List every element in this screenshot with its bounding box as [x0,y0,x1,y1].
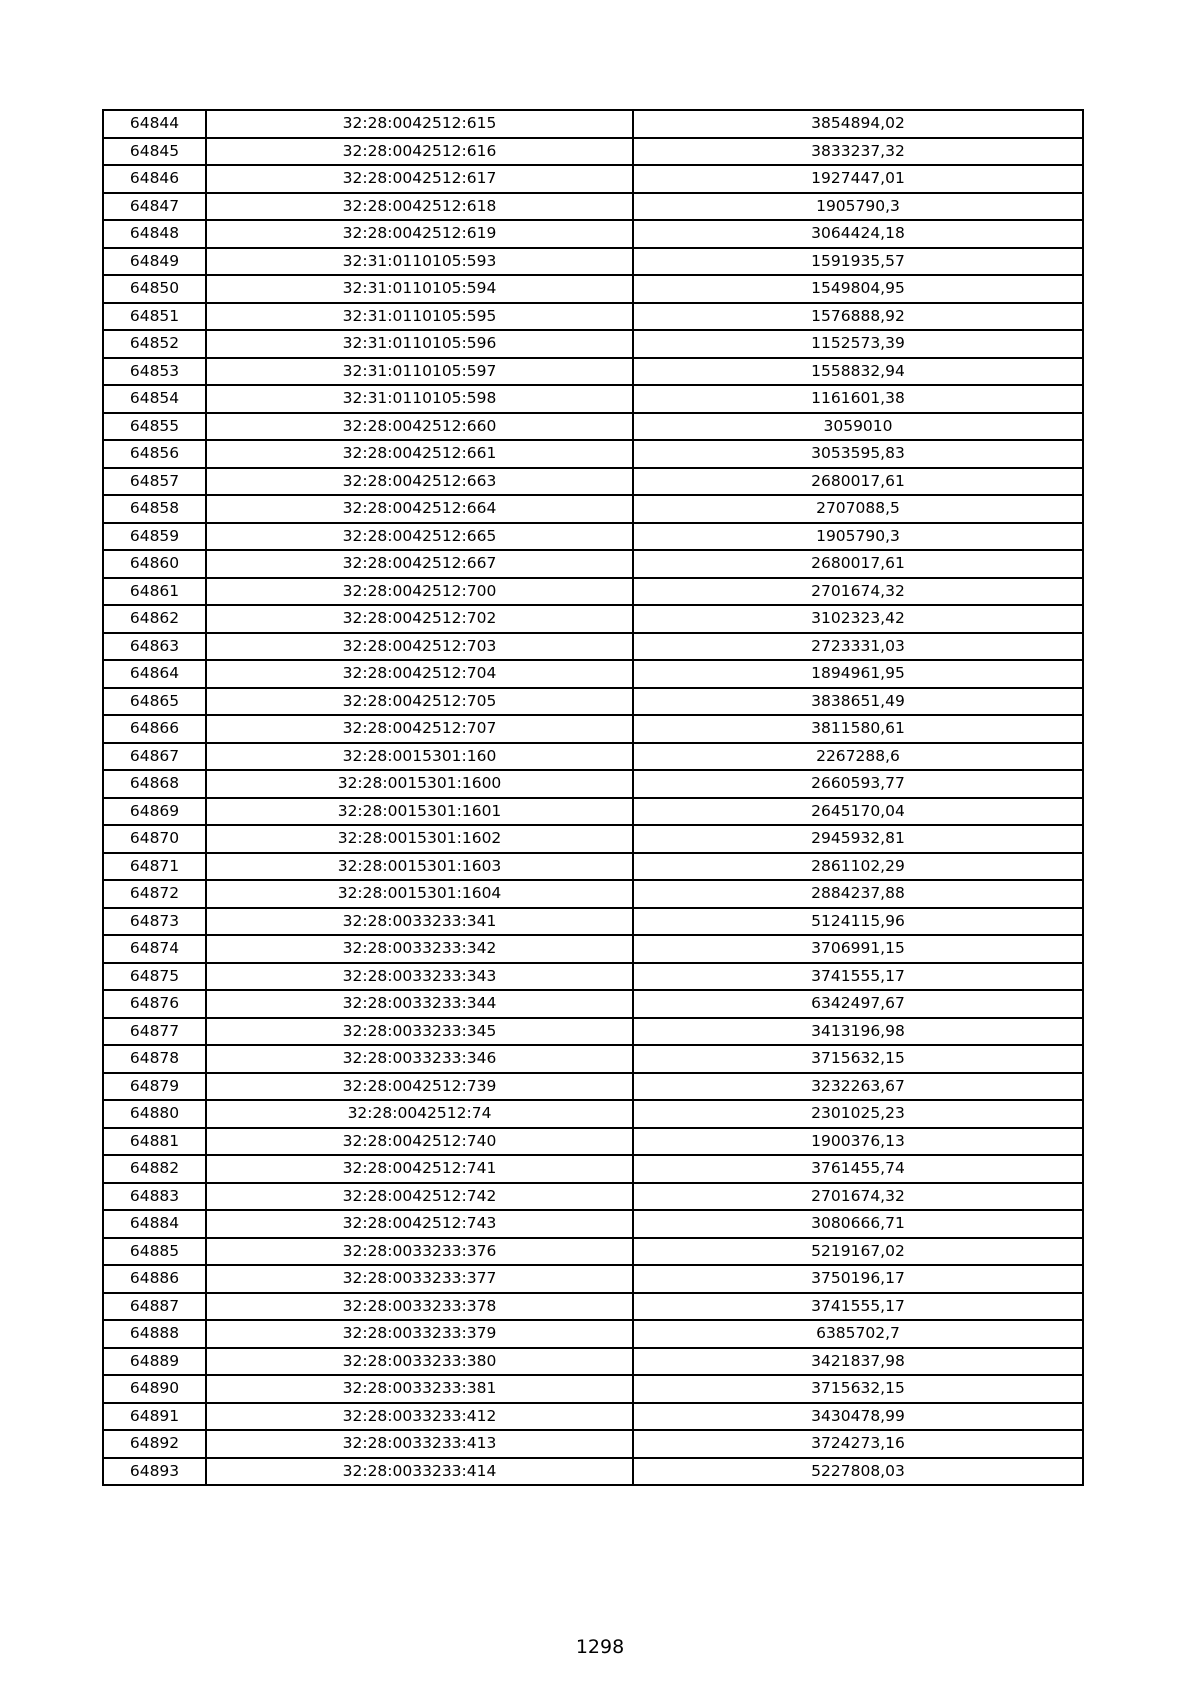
cadastral-value-cell: 3750196,17 [633,1265,1083,1293]
cadastral-value-table [102,109,1084,1486]
table-row [103,990,1083,1018]
table-row [103,853,1083,881]
cadastral-number-cell: 32:28:0042512:616 [206,138,633,166]
row-number-cell: 64865 [103,688,206,716]
cadastral-value-cell: 3413196,98 [633,1018,1083,1046]
page-number: 1298 [575,1636,625,1658]
table-row [103,1375,1083,1403]
row-number-cell: 64866 [103,715,206,743]
row-number-cell: 64884 [103,1210,206,1238]
cadastral-number-cell: 32:28:0042512:743 [206,1210,633,1238]
row-number-cell: 64854 [103,385,206,413]
table-row [103,605,1083,633]
cadastral-value-cell: 1927447,01 [633,165,1083,193]
cadastral-number-cell: 32:28:0042512:667 [206,550,633,578]
row-number-cell: 64891 [103,1403,206,1431]
cadastral-value-cell: 3838651,49 [633,688,1083,716]
row-number-cell: 64871 [103,853,206,881]
cadastral-value-cell: 3741555,17 [633,963,1083,991]
row-number-cell: 64890 [103,1375,206,1403]
cadastral-value-cell: 1558832,94 [633,358,1083,386]
table-row [103,825,1083,853]
cadastral-value-cell: 3102323,42 [633,605,1083,633]
row-number-cell: 64857 [103,468,206,496]
table-row [103,248,1083,276]
cadastral-number-cell: 32:28:0042512:660 [206,413,633,441]
table-row [103,1045,1083,1073]
table-body [103,110,1083,1485]
row-number-cell: 64883 [103,1183,206,1211]
cadastral-number-cell: 32:28:0042512:739 [206,1073,633,1101]
cadastral-value-cell: 6385702,7 [633,1320,1083,1348]
table-row [103,963,1083,991]
cadastral-value-cell: 3715632,15 [633,1045,1083,1073]
cadastral-value-cell: 2945932,81 [633,825,1083,853]
cadastral-number-cell: 32:28:0042512:704 [206,660,633,688]
row-number-cell: 64870 [103,825,206,853]
table-row [103,798,1083,826]
cadastral-number-cell: 32:28:0042512:742 [206,1183,633,1211]
table-row [103,1128,1083,1156]
cadastral-number-cell: 32:31:0110105:593 [206,248,633,276]
cadastral-value-cell: 1161601,38 [633,385,1083,413]
table-row [103,743,1083,771]
cadastral-value-cell: 1900376,13 [633,1128,1083,1156]
table-row [103,303,1083,331]
table-row [103,468,1083,496]
row-number-cell: 64882 [103,1155,206,1183]
cadastral-value-cell: 2707088,5 [633,495,1083,523]
cadastral-number-cell: 32:28:0042512:664 [206,495,633,523]
cadastral-number-cell: 32:28:0033233:377 [206,1265,633,1293]
row-number-cell: 64863 [103,633,206,661]
table-row [103,688,1083,716]
table-row [103,1320,1083,1348]
row-number-cell: 64881 [103,1128,206,1156]
table-row [103,413,1083,441]
table-row [103,1348,1083,1376]
cadastral-value-cell: 3741555,17 [633,1293,1083,1321]
cadastral-number-cell: 32:31:0110105:595 [206,303,633,331]
cadastral-number-cell: 32:28:0042512:617 [206,165,633,193]
cadastral-number-cell: 32:31:0110105:598 [206,385,633,413]
cadastral-number-cell: 32:28:0042512:740 [206,1128,633,1156]
cadastral-number-cell: 32:28:0042512:618 [206,193,633,221]
row-number-cell: 64876 [103,990,206,1018]
table-row [103,220,1083,248]
row-number-cell: 64849 [103,248,206,276]
row-number-cell: 64855 [103,413,206,441]
table-row [103,495,1083,523]
row-number-cell: 64877 [103,1018,206,1046]
cadastral-number-cell: 32:28:0033233:343 [206,963,633,991]
cadastral-value-cell: 2701674,32 [633,1183,1083,1211]
row-number-cell: 64875 [103,963,206,991]
cadastral-number-cell: 32:28:0042512:661 [206,440,633,468]
cadastral-value-cell: 2645170,04 [633,798,1083,826]
table-row [103,880,1083,908]
row-number-cell: 64847 [103,193,206,221]
cadastral-value-cell: 2267288,6 [633,743,1083,771]
cadastral-value-cell: 3724273,16 [633,1430,1083,1458]
cadastral-value-cell: 3421837,98 [633,1348,1083,1376]
row-number-cell: 64864 [103,660,206,688]
cadastral-number-cell: 32:28:0042512:619 [206,220,633,248]
cadastral-value-cell: 2861102,29 [633,853,1083,881]
table-row [103,523,1083,551]
cadastral-value-cell: 1894961,95 [633,660,1083,688]
cadastral-number-cell: 32:28:0042512:700 [206,578,633,606]
cadastral-value-cell: 5227808,03 [633,1458,1083,1486]
table-row [103,1430,1083,1458]
cadastral-number-cell: 32:28:0015301:1601 [206,798,633,826]
table-row [103,1210,1083,1238]
cadastral-number-cell: 32:28:0033233:412 [206,1403,633,1431]
cadastral-value-cell: 2660593,77 [633,770,1083,798]
table-row [103,1073,1083,1101]
cadastral-value-cell: 2680017,61 [633,550,1083,578]
table-row [103,138,1083,166]
table-row [103,358,1083,386]
cadastral-number-cell: 32:28:0033233:341 [206,908,633,936]
cadastral-value-cell: 2884237,88 [633,880,1083,908]
table-row [103,110,1083,138]
cadastral-number-cell: 32:28:0033233:345 [206,1018,633,1046]
cadastral-value-cell: 3080666,71 [633,1210,1083,1238]
table-row [103,578,1083,606]
row-number-cell: 64845 [103,138,206,166]
row-number-cell: 64888 [103,1320,206,1348]
row-number-cell: 64856 [103,440,206,468]
cadastral-value-cell: 3854894,02 [633,110,1083,138]
cadastral-value-cell: 3064424,18 [633,220,1083,248]
cadastral-number-cell: 32:28:0042512:665 [206,523,633,551]
table-row [103,770,1083,798]
cadastral-value-cell: 1576888,92 [633,303,1083,331]
row-number-cell: 64886 [103,1265,206,1293]
row-number-cell: 64859 [103,523,206,551]
row-number-cell: 64892 [103,1430,206,1458]
cadastral-number-cell: 32:28:0015301:1604 [206,880,633,908]
cadastral-value-cell: 3811580,61 [633,715,1083,743]
cadastral-number-cell: 32:28:0042512:707 [206,715,633,743]
cadastral-number-cell: 32:28:0033233:414 [206,1458,633,1486]
cadastral-value-cell: 3761455,74 [633,1155,1083,1183]
row-number-cell: 64879 [103,1073,206,1101]
cadastral-value-cell: 1905790,3 [633,523,1083,551]
cadastral-value-cell: 3833237,32 [633,138,1083,166]
cadastral-number-cell: 32:28:0033233:378 [206,1293,633,1321]
cadastral-value-cell: 5219167,02 [633,1238,1083,1266]
row-number-cell: 64851 [103,303,206,331]
cadastral-number-cell: 32:28:0033233:344 [206,990,633,1018]
table-row [103,715,1083,743]
table-row [103,1018,1083,1046]
cadastral-value-cell: 2701674,32 [633,578,1083,606]
row-number-cell: 64869 [103,798,206,826]
cadastral-value-cell: 2680017,61 [633,468,1083,496]
row-number-cell: 64885 [103,1238,206,1266]
cadastral-value-cell: 1549804,95 [633,275,1083,303]
table-row [103,440,1083,468]
table-row [103,1458,1083,1486]
row-number-cell: 64874 [103,935,206,963]
row-number-cell: 64862 [103,605,206,633]
row-number-cell: 64853 [103,358,206,386]
cadastral-number-cell: 32:28:0033233:342 [206,935,633,963]
cadastral-value-cell: 5124115,96 [633,908,1083,936]
row-number-cell: 64848 [103,220,206,248]
row-number-cell: 64867 [103,743,206,771]
table-row [103,935,1083,963]
row-number-cell: 64893 [103,1458,206,1486]
table-row [103,1293,1083,1321]
cadastral-number-cell: 32:31:0110105:597 [206,358,633,386]
cadastral-value-cell: 1905790,3 [633,193,1083,221]
table-row [103,633,1083,661]
cadastral-number-cell: 32:28:0042512:702 [206,605,633,633]
row-number-cell: 64878 [103,1045,206,1073]
table-row [103,193,1083,221]
row-number-cell: 64860 [103,550,206,578]
cadastral-number-cell: 32:28:0015301:1600 [206,770,633,798]
cadastral-number-cell: 32:28:0042512:74 [206,1100,633,1128]
row-number-cell: 64880 [103,1100,206,1128]
cadastral-number-cell: 32:28:0042512:663 [206,468,633,496]
cadastral-value-cell: 3715632,15 [633,1375,1083,1403]
cadastral-value-cell: 6342497,67 [633,990,1083,1018]
cadastral-value-cell: 3430478,99 [633,1403,1083,1431]
row-number-cell: 64844 [103,110,206,138]
cadastral-number-cell: 32:28:0033233:346 [206,1045,633,1073]
row-number-cell: 64887 [103,1293,206,1321]
table-row [103,660,1083,688]
table-row [103,908,1083,936]
cadastral-number-cell: 32:28:0042512:615 [206,110,633,138]
cadastral-number-cell: 32:28:0042512:741 [206,1155,633,1183]
cadastral-value-cell: 1591935,57 [633,248,1083,276]
row-number-cell: 64852 [103,330,206,358]
cadastral-value-cell: 3706991,15 [633,935,1083,963]
cadastral-number-cell: 32:28:0033233:380 [206,1348,633,1376]
table-row [103,165,1083,193]
cadastral-number-cell: 32:28:0015301:1603 [206,853,633,881]
cadastral-number-cell: 32:28:0033233:379 [206,1320,633,1348]
cadastral-value-cell: 3232263,67 [633,1073,1083,1101]
cadastral-number-cell: 32:28:0033233:376 [206,1238,633,1266]
table-row [103,1403,1083,1431]
table-row [103,330,1083,358]
row-number-cell: 64868 [103,770,206,798]
row-number-cell: 64861 [103,578,206,606]
row-number-cell: 64846 [103,165,206,193]
cadastral-number-cell: 32:28:0015301:160 [206,743,633,771]
table-row [103,1100,1083,1128]
row-number-cell: 64872 [103,880,206,908]
table-row [103,550,1083,578]
cadastral-number-cell: 32:28:0033233:381 [206,1375,633,1403]
cadastral-number-cell: 32:28:0042512:703 [206,633,633,661]
row-number-cell: 64858 [103,495,206,523]
cadastral-value-cell: 2301025,23 [633,1100,1083,1128]
table-row [103,385,1083,413]
table-row [103,1238,1083,1266]
cadastral-value-cell: 2723331,03 [633,633,1083,661]
cadastral-value-cell: 1152573,39 [633,330,1083,358]
cadastral-value-cell: 3053595,83 [633,440,1083,468]
cadastral-value-cell: 3059010 [633,413,1083,441]
cadastral-number-cell: 32:31:0110105:596 [206,330,633,358]
table-row [103,275,1083,303]
table-row [103,1155,1083,1183]
table-row [103,1183,1083,1211]
row-number-cell: 64850 [103,275,206,303]
cadastral-number-cell: 32:31:0110105:594 [206,275,633,303]
row-number-cell: 64889 [103,1348,206,1376]
cadastral-number-cell: 32:28:0042512:705 [206,688,633,716]
table-row [103,1265,1083,1293]
cadastral-number-cell: 32:28:0033233:413 [206,1430,633,1458]
row-number-cell: 64873 [103,908,206,936]
cadastral-number-cell: 32:28:0015301:1602 [206,825,633,853]
